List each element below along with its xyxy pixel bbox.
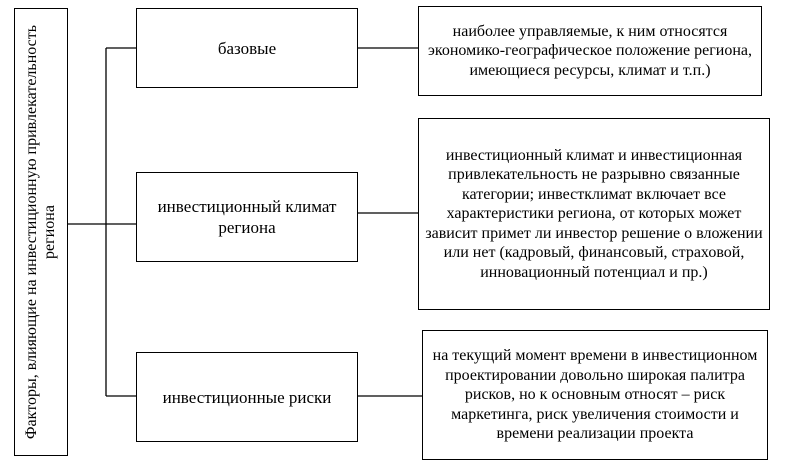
factor-basic-box	[136, 8, 358, 88]
factor-basic-label: базовые	[217, 38, 277, 58]
factor-investment-climate-box	[136, 172, 358, 262]
factor-investment-climate-label: инвестиционный климат региона	[157, 197, 337, 237]
factor-investment-risks-label: инвестиционные риски	[162, 387, 332, 407]
factor-investment-risks-description: на текущий момент времени в инвестиционном проектировании довольно широкая палитра рисков, но к основным относят – риск маркетинга, риск увеличения стоимости и времени реализации проекта	[432, 347, 758, 443]
factor-basic-description-box	[418, 6, 762, 96]
factor-investment-climate-description-box	[418, 118, 770, 310]
factor-investment-climate-description: инвестиционный климат и инвестиционная привлекательность не разрывно связанные категории; инвестклимат включает все характеристики региона, от которых может зависит примет ли инвестор решение о вложении или нет (кадровый, финансовый, страховой, инновационный потенциал и пр.)	[425, 146, 763, 281]
factor-investment-risks-box	[136, 352, 358, 442]
root-factors-label: Факторы, влияющие на инвестиционную привлекательность региона	[23, 24, 58, 440]
root-factors-box	[14, 8, 68, 456]
factor-basic-description: наиболее управляемые, к ним относятся экономико-географическое положение региона, имеющиеся ресурсы, климат и т.п.)	[427, 22, 752, 79]
factor-investment-risks-description-box	[422, 330, 768, 460]
